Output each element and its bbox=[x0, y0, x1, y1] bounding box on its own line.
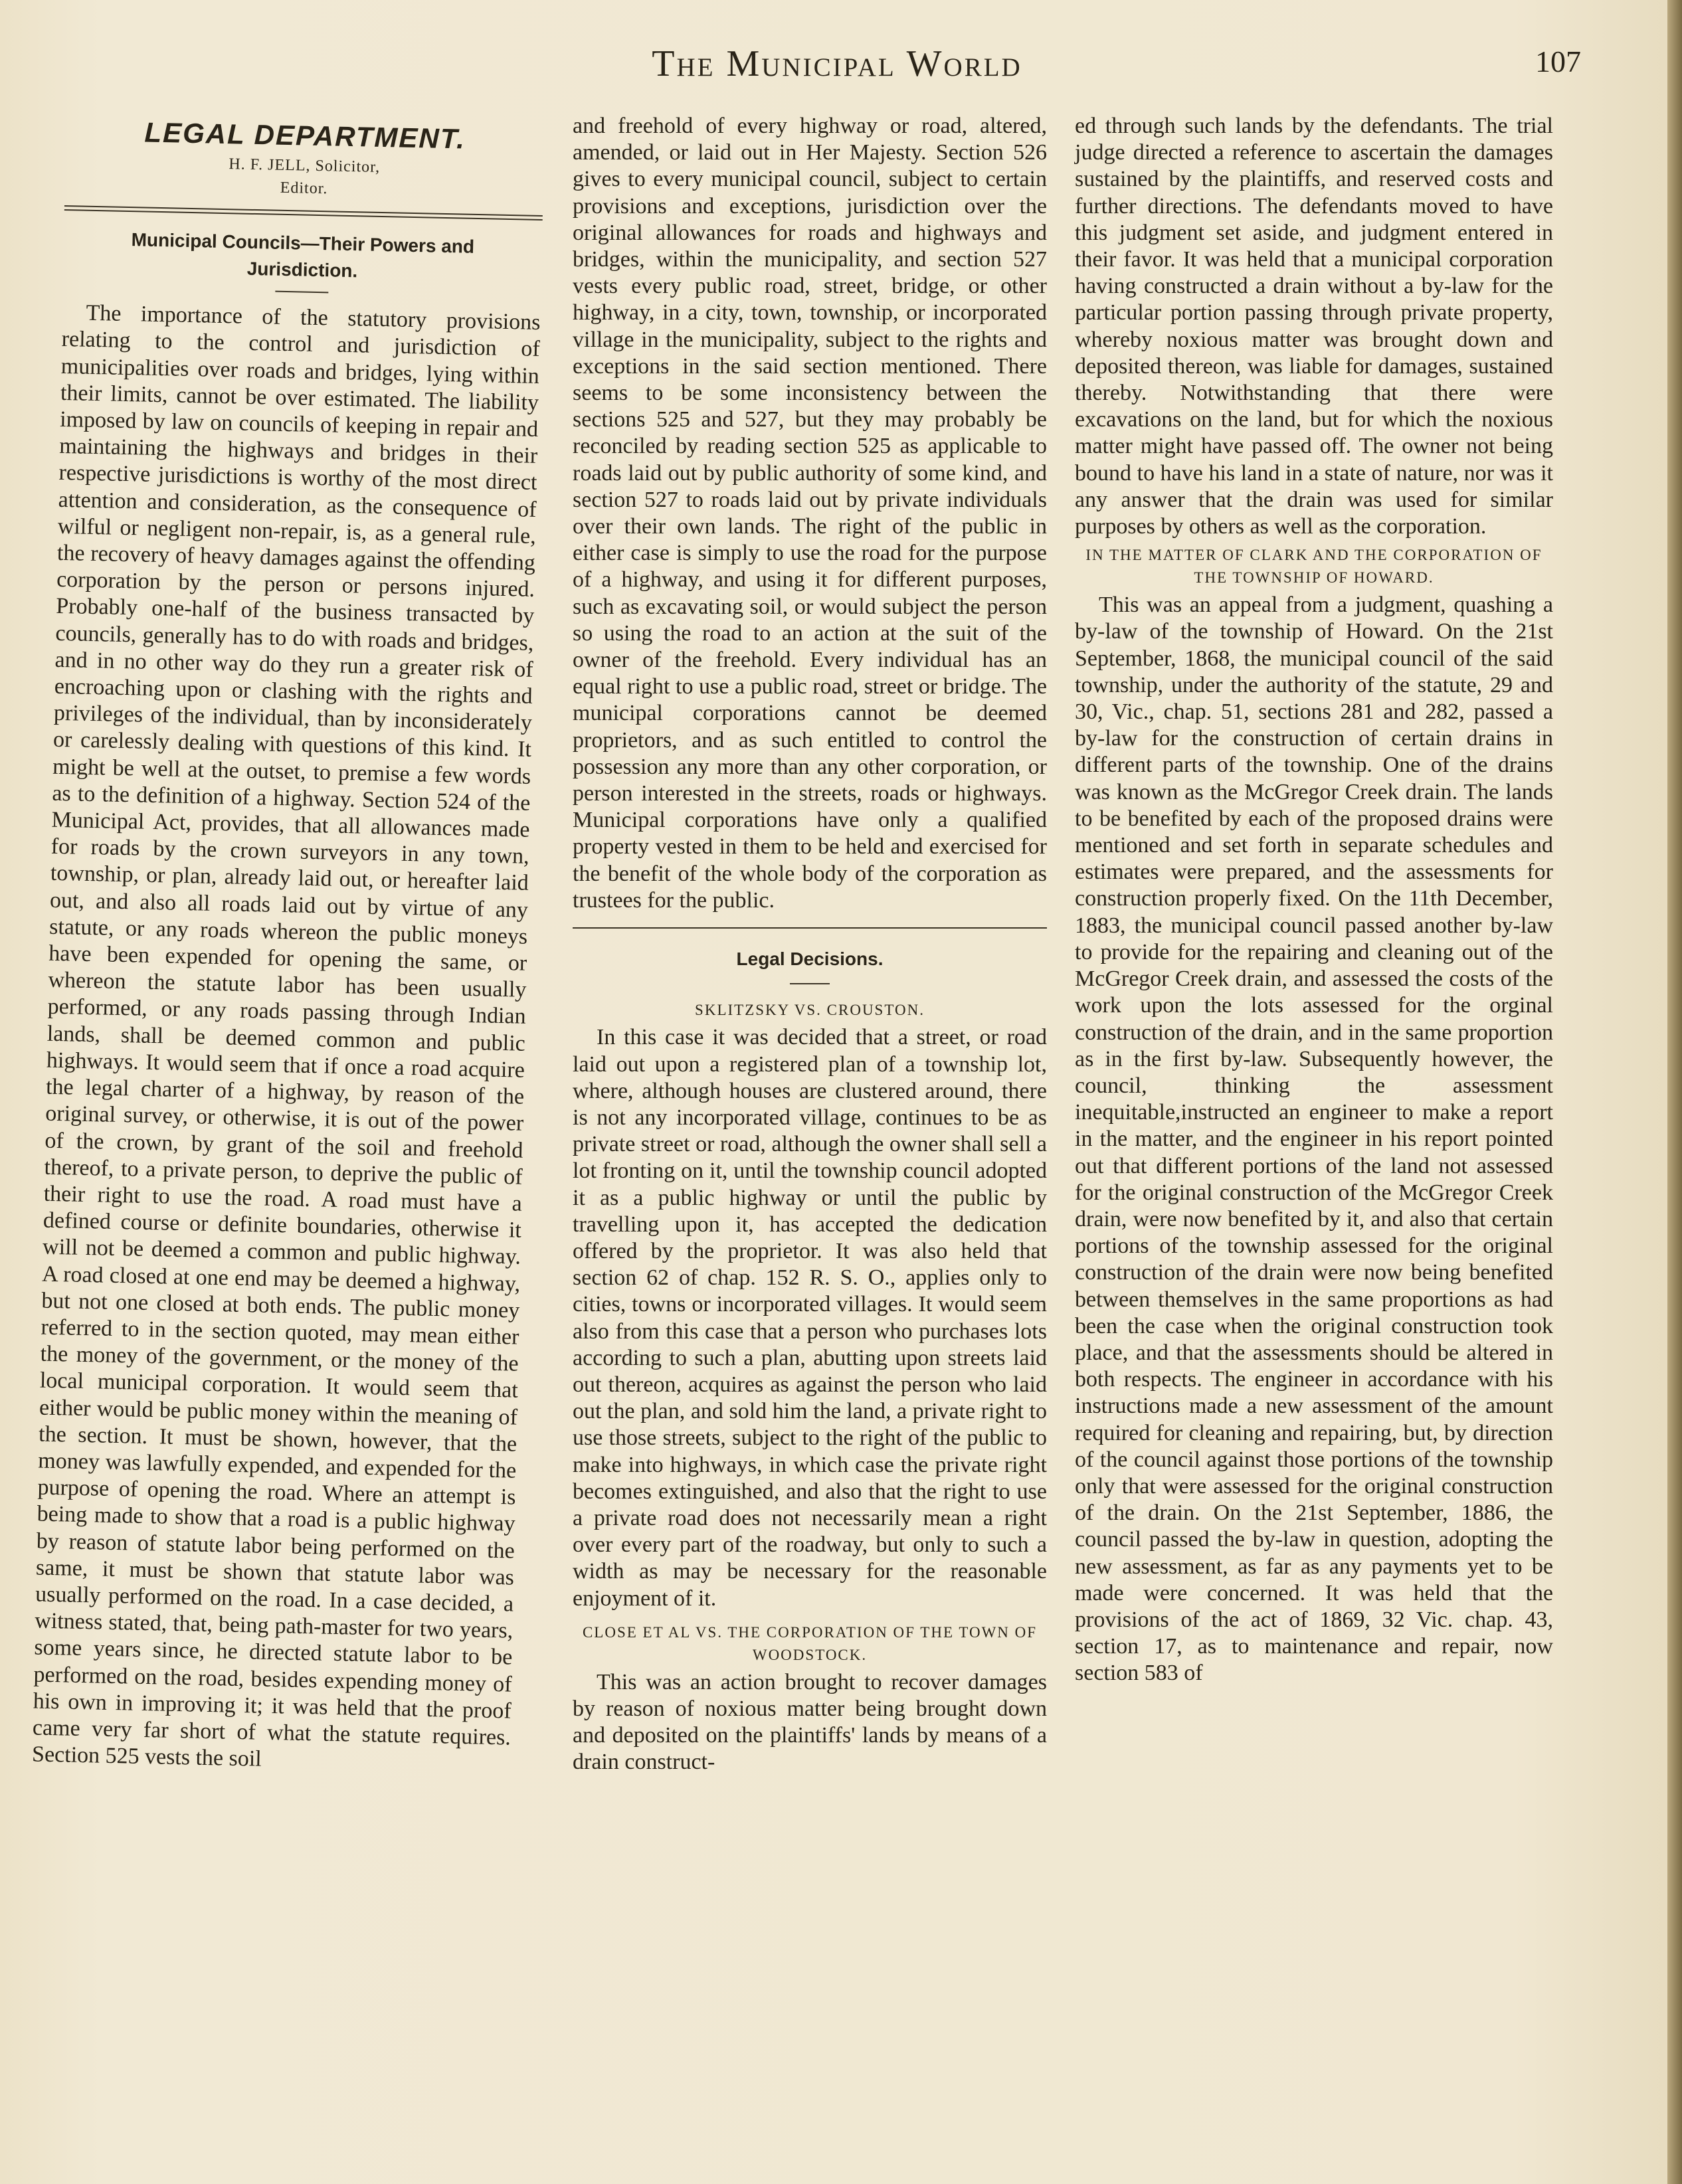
case-paragraph: In this case it was decided that a street, or road laid out upon a registered plan of a township lot, where, although houses are clustered around, there is not any incorporated village, continues to be as private street or road, although the owner shall sell a lot fronting on it, until the township council adopted it as a public highway or until the public by travelling upon it, has accepted the dedication offered by the proprietor. It was also held that section 62 of chap. 152 R. S. O., applies only to cities, towns or incorporated villages. It would seem also from this case that a person who purchases lots according to such a plan, abutting upon streets laid out thereon, acquires as against the person who laid out the plan, and sold him the land, a private right to use those streets, subject to the right of the public to make into highways, in which case the private right becomes extinguished, and also that the right to use a private road does not necessarily mean a right over every part of the roadway, but only to such a width as may be necessary for the reasonable enjoyment of it. bbox=[573, 1025, 1047, 1611]
section-separator bbox=[573, 927, 1047, 929]
column-1 bbox=[32, 110, 545, 1778]
department-title: LEGAL DEPARTMENT. bbox=[144, 116, 466, 155]
case-paragraph: This was an appeal from a judgment, quashing a by-law of the township of Howard. On the 21st September, 1868, the municipal council of the said township, under the authority of the statute, 29 and 30, Vic., chap. 51, sections 281 and 282, passed a by-law for the construction of certain drains in different parts of the township. One of the drains was known as the McGregor Creek drain. The lands to be benefited by each of the proposed drains were mentioned and set forth in separate schedules and estimates were prepared, and the assessments for construction properly fixed. On the 11th December, 1883, the municipal council passed another by-law to provide for the repairing and cleaning out of the McGregor Creek drain, and assessed the costs of the work upon the lots assessed for the orginal construction of the drain, and in the same proportion as in the first by-law. Subsequently however, the council, thinking the assessment inequitable,instructed an engineer to make a report in the matter, and the engineer in his report pointed out that different portions of the land not assessed for the original construction of the McGregor Creek drain, were now benefited by it, and also that certain portions of the township assessed for the original construction of the drain were now being benefited between themselves in the same proportions as had been the case when the original construction took place, and that the assessments should be altered in both respects. The engineer in accordance with his instructions made a new assessment of the amount required for cleaning and repairing, but, by direction of the council against those portions of the township only that were assessed for the original construction of the drain. On the 21st September, 1886, the council passed the by-law in question, adopting the new assessment, as far as any payments yet to be made were concerned. It was held that the provisions of the act of 1869, 32 Vic. chap. 43, section 17, as to maintenance and repair, now section 583 of bbox=[1075, 592, 1553, 1686]
page-binding-edge bbox=[1667, 0, 1682, 2184]
column-3 bbox=[1075, 113, 1553, 1687]
double-rule-divider bbox=[64, 205, 543, 221]
case-title: IN THE MATTER OF CLARK AND THE CORPORATION OF THE TOWNSHIP OF HOWARD. bbox=[1085, 547, 1542, 587]
article-paragraph: The importance of the statutory provisions relating to the control and jurisdiction of municipalities over roads and bridges, lying within their limits, cannot be over estimated. The liability imposed by law on councils of keeping in repair and maintaining the highways and bridges in their respective jurisdictions is worthy of the most direct attention and consideration, as the consequence of wilful or negligent non-repair, is, as a general rule, the recovery of heavy damages against the offending corporation by the person or persons injured. Probably one-half of the business transacted by councils, generally has to do with roads and bridges, and in no other way do they run a greater risk of encroaching upon or clashing with the rights and privileges of the individual, than by inconsiderately or carelessly dealing with questions of this kind. It might be well at the outset, to premise a few words as to the definition of a highway. Section 524 of the Municipal Act, provides, that all allowances made for roads by the crown surveyors in any town, township, or plan, already laid out, or hereafter laid out, and also all roads laid out by virtue of any statute, or any roads whereon the public moneys have been expended for opening the same, or whereon the statute labor has been usually performed, or any roads passing through Indian lands, shall be deemed common and public highways. It would seem that if once a road acquire the legal charter of a highway, by reason of the original survey, or otherwise, it is out of the power of the crown, by grant of the soil and freehold thereof, to a private person, to deprive the public of their right to use the road. A road must have a defined course or definite boundaries, otherwise it will not be deemed a common and public highway. A road closed at one end may be deemed a highway, but not one closed at both ends. The public money referred to in the section quoted, may mean either the money of the government, or the money of the local municipal corporation. It would seem that either would be public money within the meaning of the section. It must be shown, however, that the money was lawfully expended, and expended for the purpose of opening the road. Where an attempt is being made to show that a road is a public highway by reason of statute labor being performed on the same, it must be shown that statute labor was usually performed on the road. In a case decided, a witness stated, that, being path-master for two years, some years since, he directed statute labor to be performed on the road, besides expending money of his own in improving it; it was held that the proof came very far short of what the statute requires. Section 525 vests the soil bbox=[31, 300, 541, 1772]
legal-decisions-heading: Legal Decisions. bbox=[736, 949, 884, 970]
case-title: CLOSE ET AL VS. THE CORPORATION OF THE TOWN OF WOODSTOCK. bbox=[582, 1623, 1038, 1663]
editor-line-2: Editor. bbox=[280, 179, 328, 198]
page-number: 107 bbox=[1535, 45, 1581, 78]
article-paragraph-continued: and freehold of every highway or road, altered, amended, or laid out in Her Majesty. Section 526 gives to every municipal council, subject to certain provisions and exceptions, jurisdiction over the original allowances for roads and highways and bridges, within the municipality, and section 527 vests every public road, street, bridge, or other highway, in a city, town, township, or incorporated village in the municipality, subject to the rights and exceptions in the said section mentioned. There seems to be some inconsistency between the sections 525 and 527, but they may probably be reconciled by reading section 525 as applicable to roads laid out by public authority of some kind, and section 527 to roads laid out by private individuals over their own lands. The right of the public in either case is simply to use the road for the purpose of a highway, and using it for different purposes, such as excavating soil, or would subject the person so using the road to an action at the suit of the owner of the freehold. Every individual has an equal right to use a public road, street or bridge. The municipal corporations cannot be deemed proprietors, and as such entitled to control the possession any more than any other corporation, or person interested in the streets, roads or highways. Municipal corporations have only a qualified property vested in them to be held and exercised for the benefit of the whole body of the corporation as trustees for the public. bbox=[573, 114, 1047, 913]
article-heading: Municipal Councils—Their Powers and Jurisdiction. bbox=[131, 229, 475, 282]
case-title: SKLITZSKY VS. CROUSTON. bbox=[695, 1002, 925, 1019]
page-header bbox=[505, 43, 1581, 89]
case-paragraph: This was an action brought to recover damages by reason of noxious matter being brought down and deposited on the plaintiffs' lands by means of a drain construct- bbox=[573, 1669, 1047, 1775]
publication-title: The Municipal World bbox=[652, 43, 1022, 84]
case-paragraph-continued: ed through such lands by the defendants. The trial judge directed a reference to ascertain the damages sustained by the plaintiffs, and reserved costs and further directions. The defendants moved to have this judgment set aside, and judgment entered in their favor. It was held that a municipal corporation having constructed a drain without a by-law for the particular portion passing through private property, whereby noxious matter was brought down and deposited thereon, was liable for damages, sustained thereby. Notwithstanding that there were excavations on the land, but for which the noxious matter might have passed off. The owner not being bound to have his land in a state of nature, nor was it any answer that the drain was used for similar purposes by others as well as the corporation. bbox=[1075, 114, 1553, 539]
short-rule-divider bbox=[275, 291, 328, 294]
editor-line-1: H. F. JELL, Solicitor, bbox=[229, 155, 381, 177]
short-rule-divider bbox=[790, 983, 830, 984]
column-2 bbox=[573, 113, 1047, 1776]
